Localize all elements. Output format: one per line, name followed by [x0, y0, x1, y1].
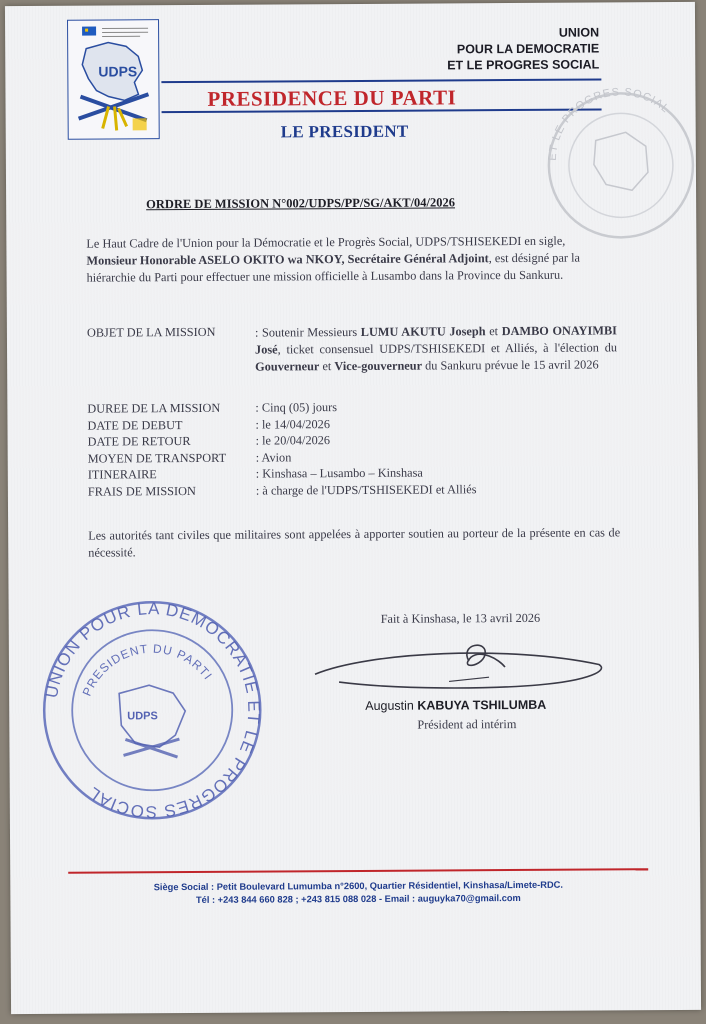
- party-stamp: [39, 597, 266, 824]
- org-name: UNION POUR LA DEMOCRATIE ET LE PROGRES SOCIAL: [447, 25, 600, 73]
- place-date: Fait à Kinshasa, le 13 avril 2026: [380, 610, 541, 626]
- mission-details: [87, 399, 476, 500]
- closing-paragraph: Les autorités tant civiles que militaires sont appelées à apporter soutien au porteur de la présente en cas de nécessité.: [88, 525, 621, 560]
- objet-label: OBJET DE LA MISSION: [86, 324, 216, 340]
- document-page: [5, 2, 701, 1014]
- logo-emblem-icon: [68, 20, 159, 139]
- detail-row: ITINERAIRE : Kinshasa – Lusambo – Kinshasa: [87, 465, 423, 482]
- presidence-title: PRESIDENCE DU PARTI: [207, 85, 457, 111]
- signer-title: Président ad intérim: [417, 717, 517, 732]
- detail-row: DUREE DE LA MISSION : Cinq (05) jours: [87, 400, 338, 416]
- detail-row: DATE DE DEBUT : le 14/04/2026: [87, 416, 330, 433]
- footer-contact: Tél : +243 844 660 828 ; +243 815 088 028 - Email : auguyka70@gmail.com: [195, 892, 521, 905]
- detail-row: DATE DE RETOUR : le 20/04/2026: [87, 433, 331, 449]
- intro-paragraph: Le Haut Cadre de l'Union pour la Démocratie et le Progrès Social, UDPS/TSHISEKEDI en sigle, Monsieur Honorable ASELO OKITO wa NKOY, Secrétaire Général Adjoint, est désigné par la hiérarchie du Parti pour effectuer une mission officielle à Lusambo dans la Province du Sankuru.: [86, 233, 580, 285]
- svg-text:UNION POUR LA DEMOCRATIE ET LE: UNION POUR LA DEMOCRATIE ET LE PROGRES SOCIAL: [41, 599, 264, 822]
- detail-row: FRAIS DE MISSION : à charge de l'UDPS/TSHISEKEDI et Alliés: [87, 481, 477, 499]
- president-subtitle: LE PRESIDENT: [280, 121, 409, 142]
- mission-order-title: ORDRE DE MISSION N°002/UDPS/PP/SG/AKT/04/2026: [146, 195, 456, 212]
- svg-text:UDPS: UDPS: [127, 710, 158, 723]
- footer-address: Siège Social : Petit Boulevard Lumumba n°2600, Quartier Résidentiel, Kinshasa/Limete-RDC.: [153, 879, 563, 893]
- handwritten-signature: [309, 636, 609, 704]
- embossed-seal: [535, 80, 706, 241]
- footer: [68, 878, 648, 908]
- udps-logo: [67, 19, 160, 140]
- footer-rule: [68, 868, 648, 873]
- signer-name: Augustin KABUYA TSHILUMBA: [365, 697, 547, 713]
- svg-text:PRESIDENT DU PARTI: PRESIDENT DU PARTI: [79, 641, 216, 699]
- detail-row: MOYEN DE TRANSPORT : Avion: [87, 449, 292, 466]
- svg-text:ET LE PROGRES SOCIAL: ET LE PROGRES SOCIAL: [546, 86, 672, 162]
- objet-text: : Soutenir Messieurs LUMU AKUTU Joseph et DAMBO ONAYIMBI José, ticket consensuel UDPS/TSHISEKEDI et Alliés, à l'élection du Gouverneur et Vice-gouverneur du Sankuru prévue le 15 avril 2026: [254, 323, 618, 374]
- svg-text:UDPS: UDPS: [98, 63, 138, 80]
